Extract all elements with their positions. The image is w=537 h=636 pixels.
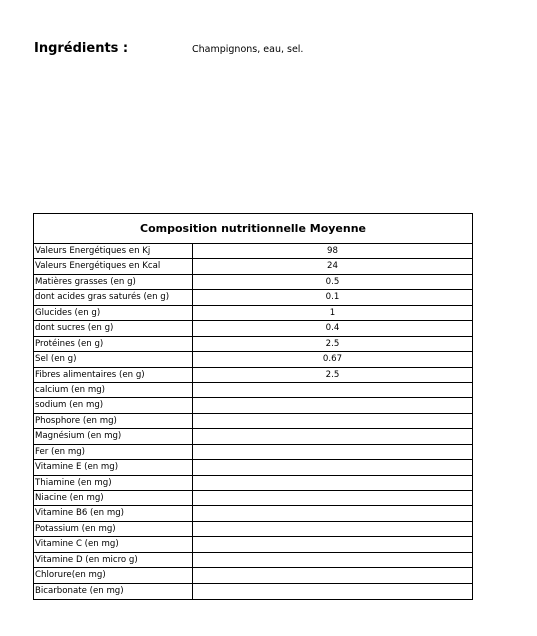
table-row (34, 445, 472, 460)
table-row (34, 553, 472, 568)
nutrient-value (193, 522, 472, 536)
nutrient-name: Thiamine (en mg) (34, 476, 193, 490)
nutrient-value: 0.5 (325, 276, 340, 287)
nutrient-value (193, 553, 472, 567)
nutrient-name: sodium (en mg) (34, 398, 193, 412)
nutrient-name: Matières grasses (en g) (34, 275, 193, 289)
table-row (34, 491, 472, 506)
nutrient-name: calcium (en mg) (34, 383, 193, 397)
table-row (34, 414, 472, 429)
nutrition-table (33, 213, 473, 600)
nutrient-value (193, 568, 472, 582)
table-row (34, 306, 472, 321)
nutrient-name: Sel (en g) (34, 352, 193, 366)
nutrient-value: 98 (327, 246, 338, 256)
table-row (34, 506, 472, 521)
nutrient-value (193, 537, 472, 551)
table-row (34, 398, 472, 413)
table-row (34, 290, 472, 305)
table-row (34, 429, 472, 444)
nutrient-value: 2.5 (325, 338, 340, 349)
table-row (34, 275, 472, 290)
nutrient-name: Glucides (en g) (34, 306, 193, 320)
table-row (34, 460, 472, 475)
nutrient-name: Chlorure(en mg) (34, 568, 193, 582)
table-row (34, 537, 472, 552)
nutrient-value: 0.4 (325, 323, 340, 334)
nutrient-value: 2.5 (325, 369, 340, 380)
nutrient-name: dont acides gras saturés (en g) (34, 290, 193, 304)
nutrient-value (193, 460, 472, 474)
nutrient-name: Protéines (en g) (34, 337, 193, 351)
table-row (34, 584, 472, 599)
ingredients-value: Champignons, eau, sel. (192, 44, 304, 55)
nutrient-value: 0.1 (325, 292, 340, 303)
nutrient-name: Fibres alimentaires (en g) (34, 368, 193, 382)
nutrient-name: Valeurs Energétiques en Kj (34, 244, 193, 258)
nutrient-value (193, 491, 472, 505)
nutrient-name: Bicarbonate (en mg) (34, 584, 193, 599)
nutrient-name: Vitamine B6 (en mg) (34, 506, 193, 520)
table-row (34, 244, 472, 259)
ingredients-label: Ingrédients : (34, 41, 129, 56)
nutrient-name: Phosphore (en mg) (34, 414, 193, 428)
table-row (34, 522, 472, 537)
table-row (34, 321, 472, 336)
nutrient-value (193, 383, 472, 397)
nutrient-name: Valeurs Energétiques en Kcal (34, 259, 193, 273)
nutrient-value: 24 (327, 261, 338, 272)
table-row (34, 368, 472, 383)
nutrient-value (193, 506, 472, 520)
table-row (34, 568, 472, 583)
nutrient-value: 1 (329, 307, 336, 318)
table-row (34, 259, 472, 274)
nutrient-value (193, 414, 472, 428)
nutrient-name: Fer (en mg) (34, 445, 193, 459)
nutrient-name: Niacine (en mg) (34, 491, 193, 505)
nutrient-value (193, 584, 472, 599)
nutrient-name: dont sucres (en g) (34, 321, 193, 335)
nutrient-name: Vitamine C (en mg) (34, 537, 193, 551)
nutrition-table-title: Composition nutritionnelle Moyenne (34, 214, 472, 244)
table-row (34, 476, 472, 491)
nutrient-value (193, 429, 472, 443)
nutrient-value (193, 476, 472, 490)
nutrient-name: Potassium (en mg) (34, 522, 193, 536)
table-row (34, 337, 472, 352)
nutrient-value (193, 445, 472, 459)
table-row (34, 352, 472, 367)
nutrient-value: 0.67 (322, 354, 343, 365)
nutrient-name: Vitamine E (en mg) (34, 460, 193, 474)
nutrition-rows (34, 244, 472, 599)
table-row (34, 383, 472, 398)
nutrient-name: Vitamine D (en micro g) (34, 553, 193, 567)
nutrient-value (193, 398, 472, 412)
nutrient-name: Magnésium (en mg) (34, 429, 193, 443)
